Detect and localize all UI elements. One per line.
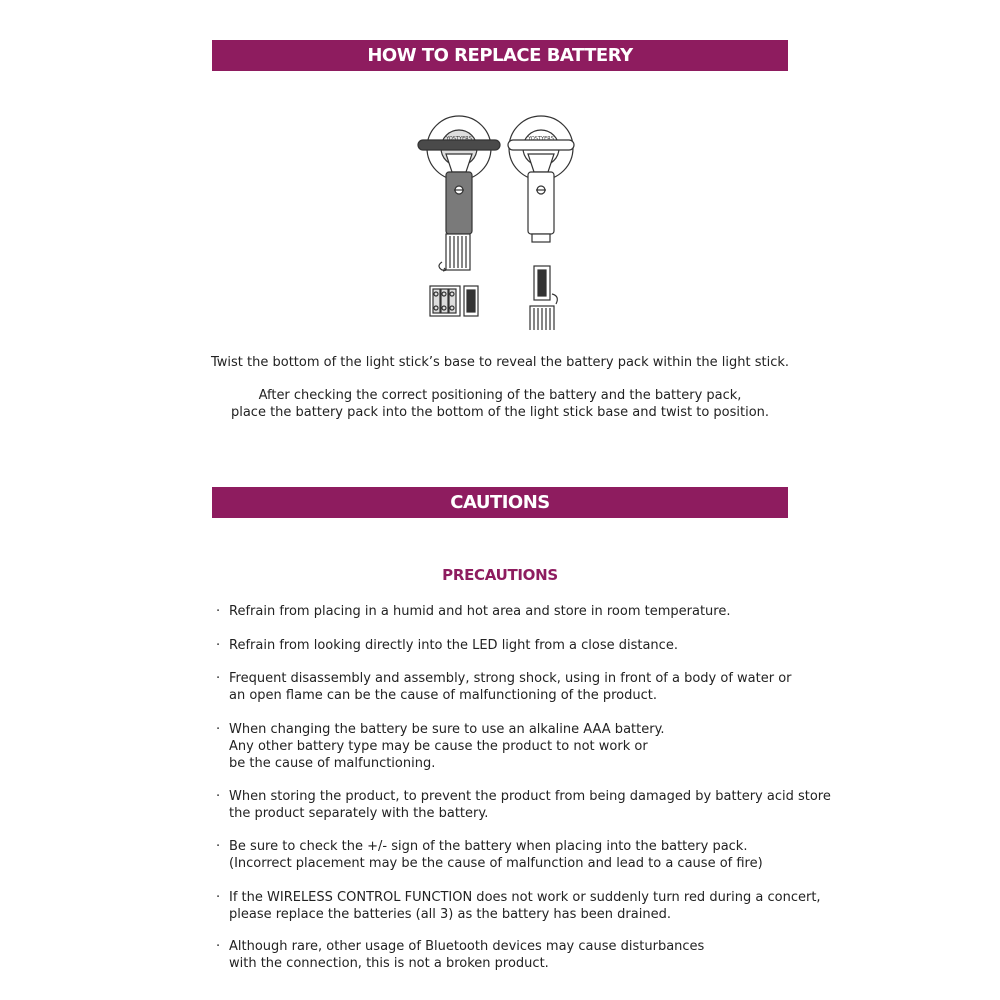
precautions-heading: PRECAUTIONS [442,566,558,584]
battery-step-1 [0,354,1000,371]
bullet-icon: · [216,789,221,804]
caution-item [216,637,799,654]
battery-replacement-illustration [412,110,602,330]
caution-line: the product separately with the battery. [229,806,489,821]
caution-line: (Incorrect placement may be the cause of malfunction and lead to a cause of fire) [229,856,763,871]
caution-line: Be sure to check the +/- sign of the battery when placing into the battery pack. [229,839,748,854]
caution-item [216,670,799,704]
caution-line: with the connection, this is not a broken product. [229,956,549,971]
caution-line: please replace the batteries (all 3) as the battery has been drained. [229,907,671,922]
bullet-icon: · [216,722,221,737]
step-2-line-1: After checking the correct positioning of the battery and the battery pack, [258,388,742,403]
caution-line: If the WIRELESS CONTROL FUNCTION does not work or suddenly turn red during a concert, [229,890,821,905]
caution-line: Any other battery type may be cause the product to not work or [229,739,648,754]
section-header-cautions-text: CAUTIONS [450,492,550,513]
light-stick-left-illustration [418,116,500,316]
bullet-icon: · [216,638,221,653]
bullet-icon: · [216,604,221,619]
caution-item [216,938,799,972]
caution-line: Frequent disassembly and assembly, strong shock, using in front of a body of water or [229,671,792,686]
caution-line: Although rare, other usage of Bluetooth devices may cause disturbances [229,939,705,954]
section-header-battery-text: HOW TO REPLACE BATTERY [367,45,633,66]
step-1-line-1: Twist the bottom of the light stick’s base to reveal the battery pack within the light stick. [210,355,790,370]
bullet-icon: · [216,890,221,905]
bullet-icon: · [216,939,221,954]
caution-line: an open flame can be the cause of malfunctioning of the product. [229,688,657,703]
battery-step-2 [0,387,1000,421]
caution-line: Refrain from looking directly into the LED light from a close distance. [229,638,678,653]
section-header-battery [212,40,788,71]
caution-item [216,838,799,872]
caution-line: When changing the battery be sure to use an alkaline AAA battery. [229,722,665,737]
brand-label-left: YOSTYERS [446,136,472,142]
bullet-icon: · [216,671,221,686]
caution-line: be the cause of malfunctioning. [229,756,436,771]
caution-item [216,788,831,822]
step-2-line-2: place the battery pack into the bottom of the light stick base and twist to position. [230,405,770,420]
light-stick-right-illustration [508,116,574,330]
caution-line: When storing the product, to prevent the product from being damaged by battery acid store [229,789,831,804]
caution-line: Refrain from placing in a humid and hot area and store in room temperature. [229,604,731,619]
caution-item [216,721,799,772]
brand-label-right: YOSTYERS [528,136,554,142]
caution-item [216,889,821,923]
caution-item [216,603,799,620]
section-header-cautions [212,487,788,518]
bullet-icon: · [216,839,221,854]
